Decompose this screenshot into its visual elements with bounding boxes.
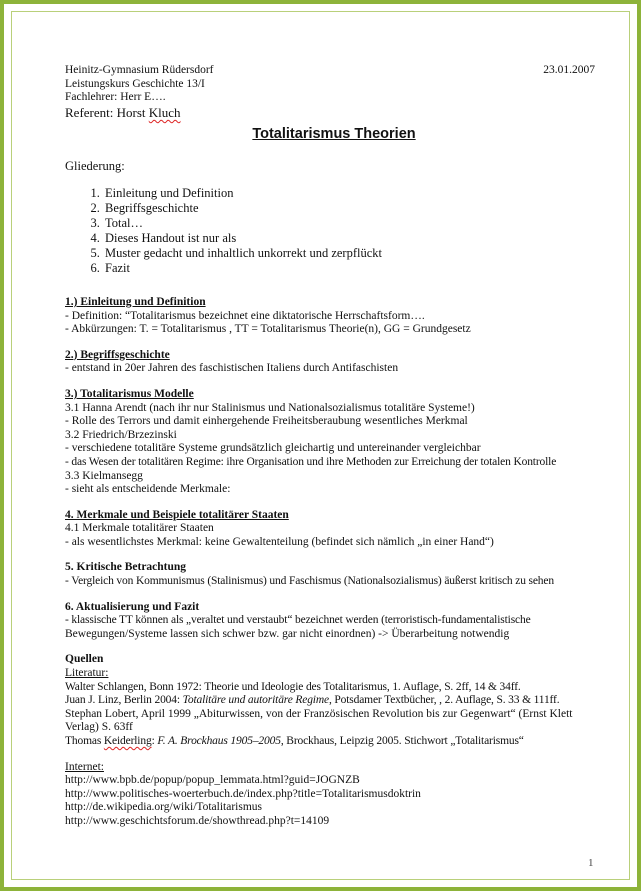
school-name: Heinitz-Gymnasium Rüdersdorf [65,64,214,76]
section-2 [65,349,595,376]
section-line: 3.3 Kielmansegg [65,469,143,482]
section-heading: 3.) Totalitarismus Modelle [65,387,194,400]
literature-text: , Potsdamer Textbücher, , 2. Auflage, S. 33 & 111ff. [328,694,560,707]
section-line: - Rolle des Terrors und damit einhergehende Freiheitsberaubung wesentliches Merkmal [65,415,468,428]
sources-heading: Quellen [65,653,104,666]
section-line: - sieht als entscheidende Merkmale: [65,483,231,496]
internet-heading: Internet: [65,760,104,773]
sources [65,653,595,828]
outline-item: 6. Fazit [103,261,595,276]
section-line: - klassische TT können als „veraltet und verstaubt“ bezeichnet werden (terroristisch-fundamentalistische [65,614,531,627]
section-6 [65,601,595,642]
section-heading: 5. Kritische Betrachtung [65,561,187,574]
literature-text: , Brockhaus, Leipzig 2005. Stichwort „Totalitarismus“ [280,735,524,747]
document-page [65,64,595,829]
section-line: 4.1 Merkmale totalitärer Staaten [65,522,214,535]
section-line: - entstand in 20er Jahren des faschistischen Italiens durch Antifaschisten [65,362,399,375]
internet-link[interactable]: http://www.politisches-woerterbuch.de/index.php?title=Totalitarismusdoktrin [65,787,421,800]
section-heading: 4. Merkmale und Beispiele totalitärer Staaten [65,508,289,521]
literature-text: Thomas [65,735,104,747]
section-line: 3.1 Hanna Arendt (nach ihr nur Stalinismus und Nationalsozialismus totalitäre Systeme!) [65,401,475,414]
internet-link[interactable]: http://www.geschichtsforum.de/showthread.php?t=14109 [65,814,330,827]
outline-item: 1. Einleitung und Definition [103,186,595,201]
section-line: - das Wesen der totalitären Regime: ihre Organisation und ihre Methoden zur Erreichung der totalen Kontrolle [65,455,557,468]
section-line: - Definition: “Totalitarismus bezeichnet eine diktatorische Herrschaftsform…. [65,309,425,322]
section-line: - Abkürzungen: T. = Totalitarismus , TT = Totalitarismus Theorie(n), GG = Grundgesetz [65,323,471,336]
literature-author: Keiderling [103,735,152,747]
section-heading: 2.) Begriffsgeschichte [65,348,170,361]
internet-link[interactable]: http://www.bpb.de/popup/popup_lemmata.html?guid=JOGNZB [65,774,360,787]
literature-text: Juan J. Linz, Berlin 2004: [65,694,183,707]
internet-link[interactable]: http://de.wikipedia.org/wiki/Totalitarismus [65,801,263,814]
literature-entry: Walter Schlangen, Bonn 1972: Theorie und Ideologie des Totalitarismus, 1. Auflage, S. 2ff, 14 & 34ff. [65,680,521,693]
section-line: - Vergleich von Kommunismus (Stalinismus) und Faschismus (Nationalsozialismus) äußerst kritisch zu sehen [65,575,554,588]
section-line: - verschiedene totalitäre Systeme grundsätzlich gleichartig und untereinander vergleichbar [65,442,481,455]
literature-heading: Literatur: [65,667,109,680]
section-line: - als wesentlichstes Merkmal: keine Gewaltenteilung (befindet sich nämlich „in einer Hand“) [65,535,494,548]
referent-prefix: Referent: Horst [65,104,149,120]
section-heading: 6. Aktualisierung und Fazit [65,600,200,613]
document-date: 23.01.2007 [543,64,595,76]
outline-heading: Gliederung: [65,159,125,174]
outline-item: 5. Muster gedacht und inhaltlich unkorrekt und zerpflückt [103,246,595,261]
literature-entry [65,735,595,749]
section-heading: 1.) Einleitung und Definition [65,295,206,308]
outline-item: 2. Begriffsgeschichte [103,201,595,216]
literature-text: : [151,735,158,747]
outline-list [65,186,595,276]
literature-entry: Stephan Lobert, April 1999 „Abiturwissen, von der Französischen Revolution bis zur Gegenwart“ (Ernst Klett Verlag) S. 63ff [65,707,573,734]
section-5 [65,561,595,588]
literature-title: F. A. Brockhaus 1905–2005 [157,735,281,747]
referent-name: Kluch [148,104,181,120]
section-3 [65,388,595,497]
page-title: Totalitarismus Theorien [252,125,416,142]
section-1 [65,296,595,337]
course-name: Leistungskurs Geschichte 13/I [65,77,205,90]
section-line: 3.2 Friedrich/Brzezinski [65,428,177,441]
literature-entry [65,694,595,708]
header-row [65,64,595,78]
page-number: 1 [588,857,594,869]
outline-item: 3. Total… [103,216,595,231]
outline-item: 4. Dieses Handout ist nur als [103,231,595,246]
teacher-name: Fachlehrer: Herr E…. [65,91,166,104]
section-4 [65,509,595,550]
literature-title: Totalitäre und autoritäre Regime [182,694,329,707]
document-header [65,64,595,121]
section-line: Bewegungen/Systeme lassen sich schwer bzw. gar nicht einordnen) -> Überarbeitung notwendig [65,627,510,640]
referent-line [65,105,595,121]
